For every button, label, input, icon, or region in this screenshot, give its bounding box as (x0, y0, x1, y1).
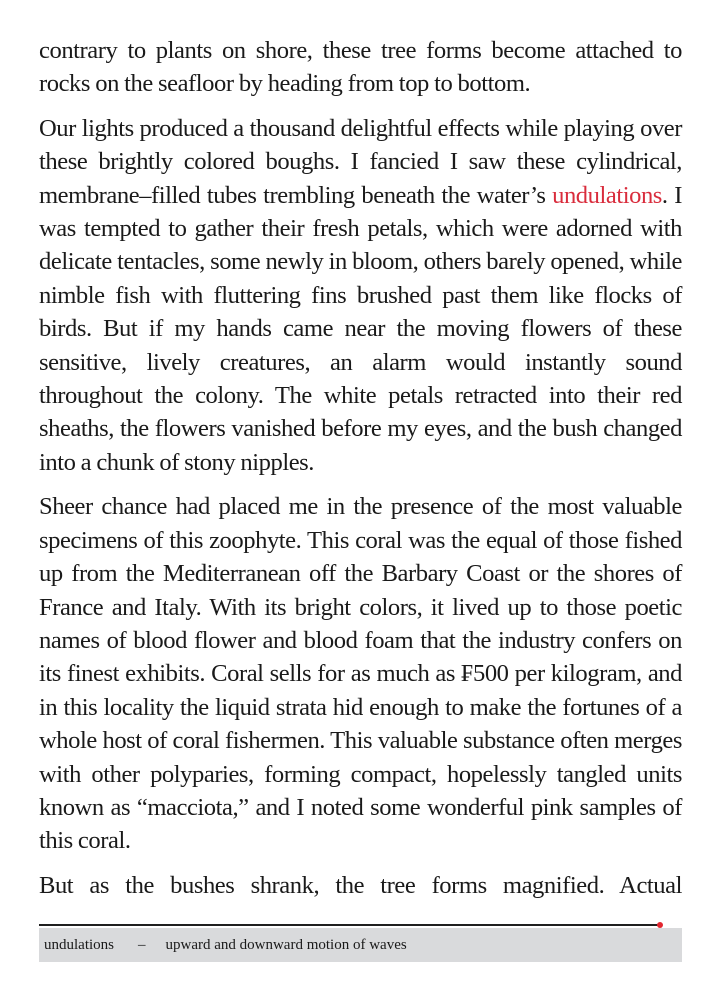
footnote-dash: – (138, 937, 146, 953)
paragraph-2-before: Our lights produced a thousand delightful effects while playing over these brightly colored boughs. I fancied I saw these cylindrical, membrane–filled tubes trembling beneath the water’s (39, 114, 682, 209)
footnote-term: undulations (44, 937, 114, 953)
paragraph-3: Sheer chance had placed me in the presence of the most valuable specimens of this zoophyte. This coral was the equal of those fished up from the Mediterranean off the Barbary Coast or the shores of France and Italy. With its bright colors, it lived up to those poetic names of blood flower and blood foam that the industry confers on its finest exhibits. Coral sells for as much as ₣500 per kilogram, and in this locality the liquid strata hid enough to make the fortunes of a whole host of coral fishermen. This valuable substance often merges with other polyparies, forming compact, hopelessly tangled units known as “macciota,” and I noted some wonderful pink samples of this coral. (39, 493, 682, 855)
paragraph-2 (39, 112, 682, 479)
paragraph-2-after: . I was tempted to gather their fresh petals, which were adorned with delicate tentacles, some newly in bloom, others barely opened, while nimble fish with fluttering fins brushed past them like flocks of birds. But if my hands came near the moving flowers of these sensitive, lively creatures, an alarm would instantly sound throughout the colony. The white petals retracted into their red sheaths, the flowers vanished before my eyes, and the bush changed into a chunk of stony nipples. (39, 181, 682, 476)
paragraph-1: contrary to plants on shore, these tree forms become attached to rocks on the seafloor by heading from top to bottom. (39, 37, 682, 98)
footnote (44, 936, 407, 954)
footnote-divider (39, 924, 660, 926)
page-body (39, 34, 682, 913)
glossed-term-undulations[interactable]: undulations (552, 181, 662, 209)
footnote-definition: upward and downward motion of waves (165, 937, 407, 953)
paragraph-4: But as the bushes shrank, the tree forms magnified. Actual (39, 871, 682, 899)
